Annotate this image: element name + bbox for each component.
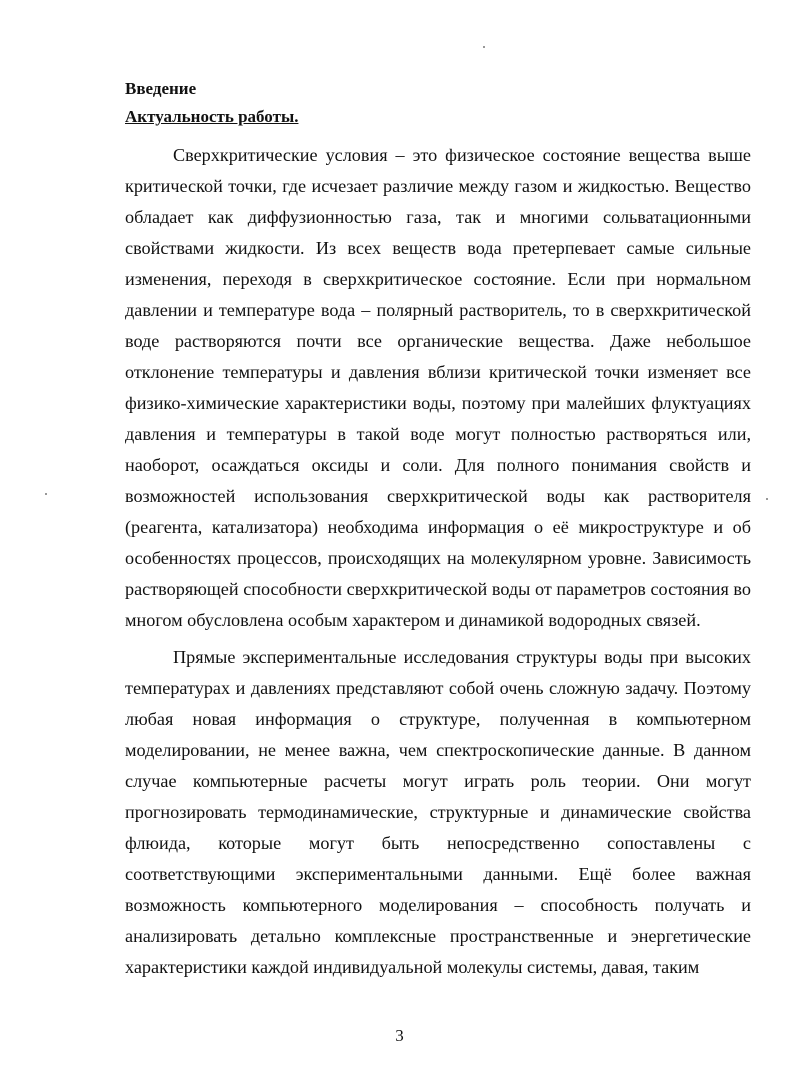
scan-speck [766,498,768,500]
scan-speck [45,493,47,495]
paragraph-2: Прямые экспериментальные исследования структуры воды при высоких температурах и давлениях представляют собой очень сложную задачу. Поэтому любая новая информация о структуре, полученная в компьютерном моделировании, не менее важна, чем спектроскопические данные. В данном случае компьютерные расчеты могут играть роль теории. Они могут прогнозировать термодинамические, структурные и динамические свойства флюида, которые могут быть непосредственно сопоставлены с соответствующими экспериментальными данными. Ещё более важная возможность компьютерного моделирования – способность получать и анализировать детально комплексные пространственные и энергетические характеристики каждой индивидуальной молекулы системы, давая, таким [125,647,751,977]
paragraph-1: Сверхкритические условия – это физическое состояние вещества выше критической точки, где исчезает различие между газом и жидкостью. Вещество обладает как диффузионностью газа, так и многими сольватационными свойствами жидкости. Из всех веществ вода претерпевает самые сильные изменения, переходя в сверхкритическое состояние. Если при нормальном давлении и температуре вода – полярный растворитель, то в сверхкритической воде растворяются почти все органические вещества. Даже небольшое отклонение температуры и давления вблизи критической точки изменяет все физико-химические характеристики воды, поэтому при малейших флуктуациях давления и температуры в такой воде могут полностью растворяться или, наоборот, осаждаться оксиды и соли. Для полного понимания свойств и возможностей использования сверхкритической воды как растворителя (реагента, катализатора) необходима информация о её микроструктуре и об особенностях процессов, происходящих на молекулярном уровне. Зависимость растворяющей способности сверхкритической воды от параметров состояния во многом обусловлена особым характером и динамикой водородных связей. [125,145,751,630]
document-body [125,78,751,983]
scan-speck [483,46,485,48]
subsection-title: Актуальность работы. [125,107,299,126]
section-title: Введение [125,79,197,98]
page-number: 3 [395,1026,404,1045]
